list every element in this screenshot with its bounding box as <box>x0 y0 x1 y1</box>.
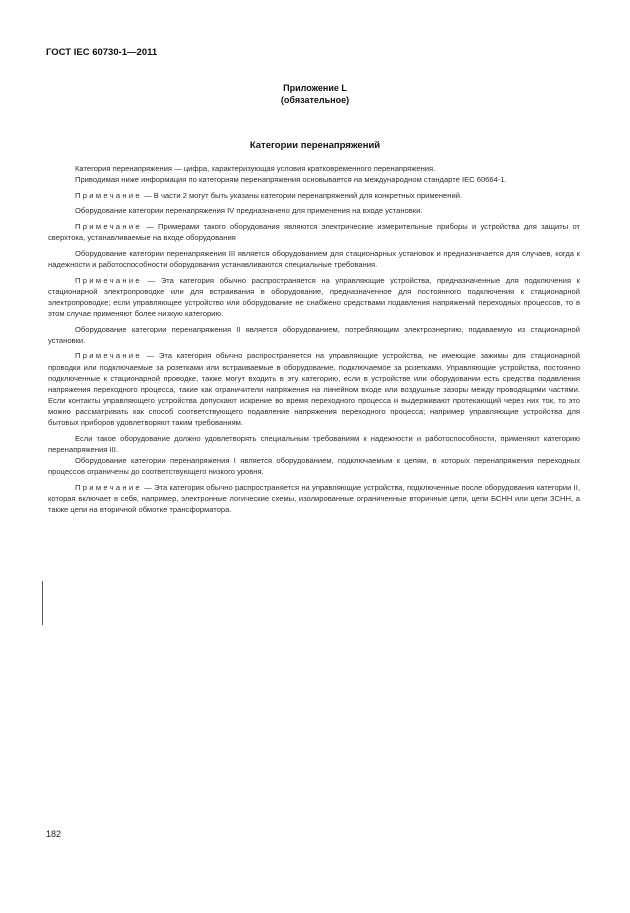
note-label: Примечание <box>75 482 142 492</box>
revision-margin-bar <box>42 581 43 625</box>
note-label: Примечание <box>75 351 142 361</box>
note-text: — Эта категория обычно распространяется на управляющие устройства, предназначенные для подключения к стационарной электропроводке или для встраивания в оборудование, предназначенное для постоянного подключения к стационарной электропроводке; если управляющее устройство или оборудование не снабжено средствами подавления напряжений переходных процессов, то в этом случае применяют более низкую категорию. <box>48 275 580 318</box>
note <box>48 221 580 243</box>
page-number: 182 <box>46 829 62 839</box>
note <box>48 350 580 428</box>
annex-title: Приложение L <box>283 83 347 93</box>
paragraph: Приводимая ниже информация по категориям перенапряжения основывается на международном стандарте IEC 60664-1. <box>75 175 507 185</box>
paragraph: Категория перенапряжения — цифра, характеризующая условия кратковременного перенапряжения. <box>75 164 436 173</box>
note-text: — В части 2 могут быть указаны категории перенапряжений для конкретных применений. <box>141 190 463 200</box>
note-text: — Эта категория обычно распространяется на управляющие устройства, подключенные после оборудования категории II, которая включает в себя, например, электронные логические схемы, изолированные ограниченные вторичные цепи, цепи БСНН или цепи ЗСНН, а также цепи на вторичной обмотке трансформатора. <box>48 482 580 514</box>
note-label: Примечание <box>75 275 142 285</box>
paragraph: Оборудование категории перенапряжения III является оборудованием для стационарных установок и предназначается для случаев, когда к надежности и работоспособности оборудования устанавливаются специальные требования. <box>48 248 580 270</box>
paragraph: Если такое оборудование должно удовлетворять специальным требованиям к надежности и работоспособности, применяют категорию перенапряжения III. <box>48 433 580 454</box>
note-text: — Примерами такого оборудования являются электрические измерительные приборы и устройства для защиты от сверхтока, устанавливаемые на входе оборудования <box>48 222 580 243</box>
note <box>48 275 580 319</box>
document-body <box>48 163 580 520</box>
paragraph: Оборудование категории перенапряжения II является оборудованием, потребляющим электроэнергию, подаваемую из стационарной установки. <box>48 324 580 345</box>
paragraph: Оборудование категории перенапряжения I является оборудованием, подключаемым к цепям, в которых перенапряжения переходных процессов ограничены до соответствующего низкого уровня. <box>48 455 580 476</box>
note <box>48 190 580 201</box>
note-label: Примечание <box>75 222 142 232</box>
annex-status: (обязательное) <box>280 95 350 105</box>
note-text: — Эта категория обычно распространяется на управляющие устройства, не имеющие зажимы для стационарной проводки или подключаемые за розетками или встраиваемые в оборудование, подключаемое за розетками. Управляющие устройства, постоянно подключенные к стационарной проводке, также могут входить в эту категорию, если в устройстве или оборудовании есть средства подавления напряжения переходного процесса, такие как ограничители напряжения на линейном входе или воздушные зазоры между проводящими частями. Если контакты управляющего устройства допускают искрение во время переходного процесса и выдерживают протекающий через них ток, то это можно рассматривать как способ соответствующего подавление напряжения переходного процесса; например управляющие устройства для бытовых приборов удовлетворяют таким требованиям. <box>48 351 580 428</box>
note <box>48 482 580 515</box>
note-label: Примечание <box>75 190 142 200</box>
annex-heading <box>0 82 630 106</box>
section-title: Категории перенапряжений <box>249 140 381 151</box>
standard-header: ГОСТ IEC 60730-1—2011 <box>46 47 158 58</box>
paragraph: Оборудование категории перенапряжения IV предназначено для применения на входе установки. <box>75 206 423 216</box>
